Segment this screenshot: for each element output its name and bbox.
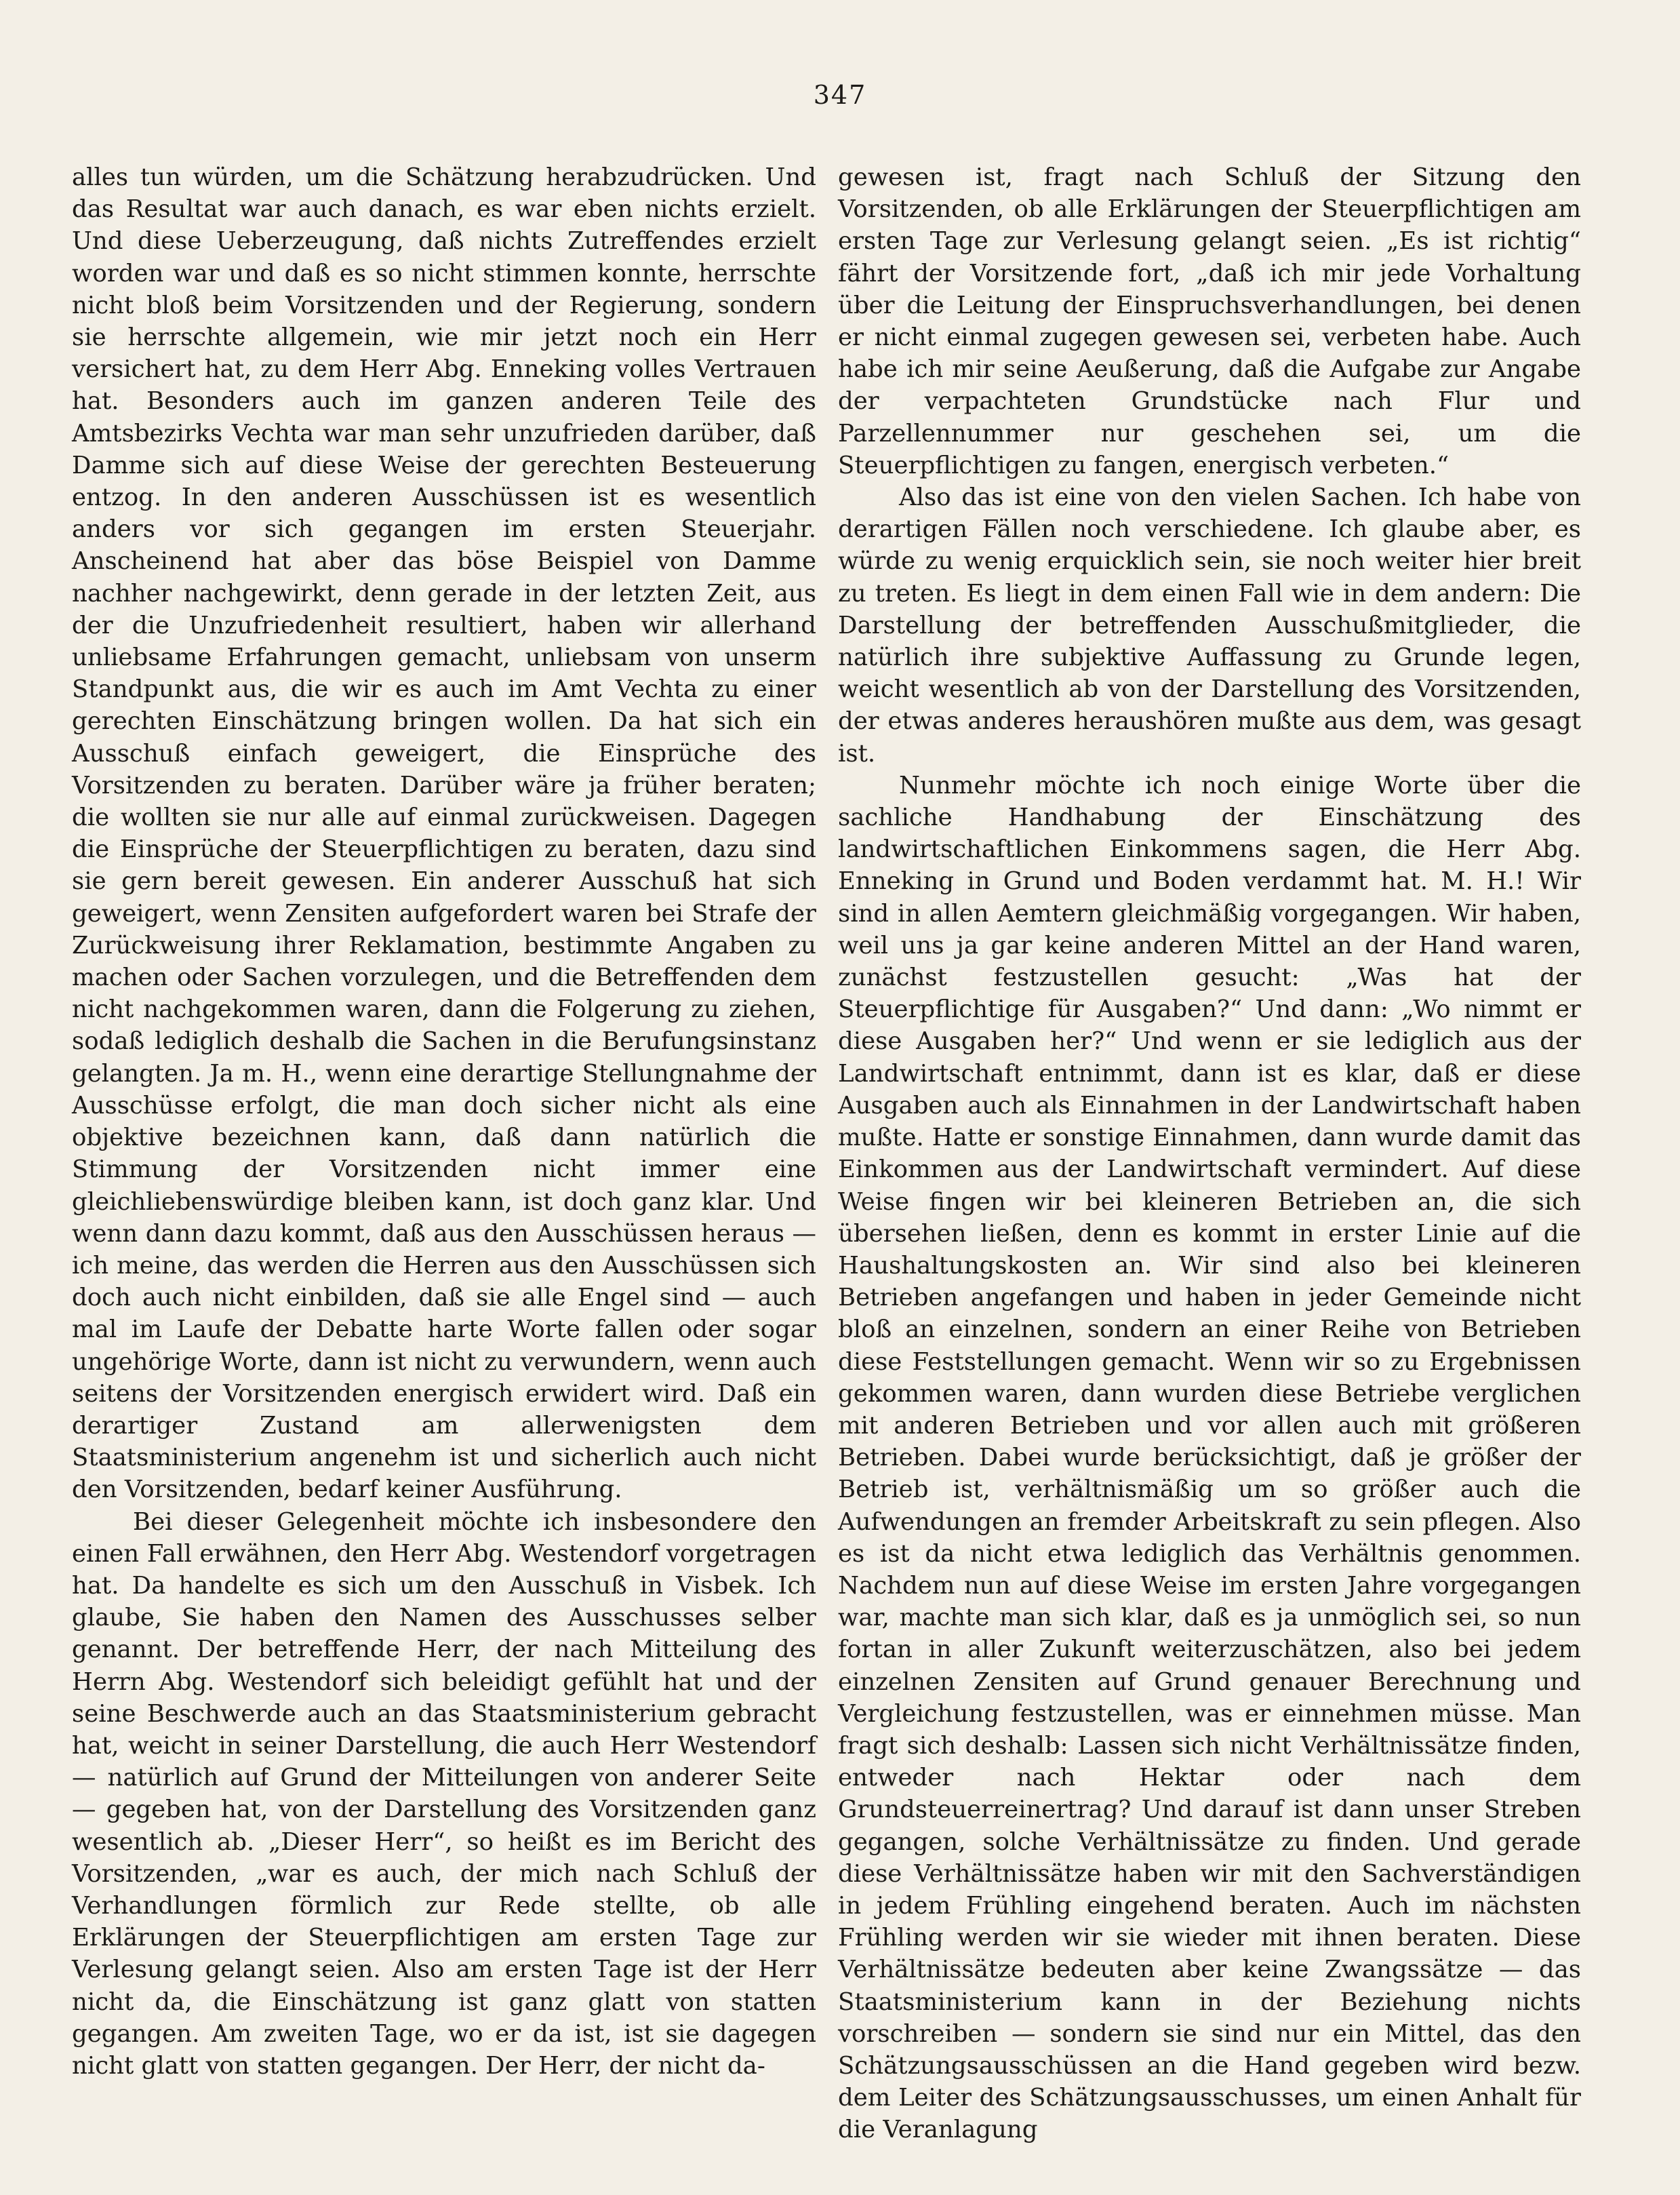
- paragraph: Nunmehr möchte ich noch einige Worte über die sachliche Handhabung der Einschätzung des landwirtschaftlichen Einkommens sagen, die Herr Abg. Enneking in Grund und Boden verdammt hat. M. H.! Wir sind in allen Aemtern gleichmäßig vorgegangen. Wir haben, weil uns ja gar keine anderen Mittel an der Hand waren, zunächst festzustellen gesucht: „Was hat der Steuerpflichtige für Ausgaben?“ Und dann: „Wo nimmt er diese Ausgaben her?“ Und wenn er sie lediglich aus der Landwirtschaft entnimmt, dann ist es klar, daß er diese Ausgaben auch als Einnahmen in der Landwirtschaft haben mußte. Hatte er sonstige Einnahmen, dann wurde damit das Einkommen aus der Landwirtschaft vermindert. Auf diese Weise fingen wir bei kleineren Betrieben an, die sich übersehen ließen, denn es kommt in erster Linie auf die Haushaltungskosten an. Wir sind also bei kleineren Betrieben angefangen und haben in jeder Gemeinde nicht bloß an einzelnen, sondern an einer Reihe von Betrieben diese Feststellungen gemacht. Wenn wir so zu Ergebnissen gekommen waren, dann wurden diese Betriebe verglichen mit anderen Betrieben und vor allen auch mit größeren Betrieben. Dabei wurde berücksichtigt, daß je größer der Betrieb ist, verhältnismäßig um so größer auch die Aufwendungen an fremder Arbeitskraft zu sein pflegen. Also es ist da nicht etwa lediglich das Verhältnis genommen. Nachdem nun auf diese Weise im ersten Jahre vorgegangen war, machte man sich klar, daß es ja unmöglich sei, so nun fortan in aller Zukunft weiterzuschätzen, also bei jedem einzelnen Zensiten auf Grund genauer Berechnung und Vergleichung festzustellen, was er einnehmen müsse. Man fragt sich deshalb: Lassen sich nicht Verhältnissätze finden, entweder nach Hektar oder nach dem Grundsteuerreinertrag? Und darauf ist dann unser Streben gegangen, solche Verhältnissätze zu finden. Und gerade diese Verhältnissätze haben wir mit den Sachverständigen in jedem Frühling eingehend beraten. Auch im nächsten Frühling werden wir sie wieder mit ihnen beraten. Diese Verhältnissätze bedeuten aber keine Zwangssätze — das Staatsministerium kann in der Beziehung nichts vorschreiben — sondern sie sind nur ein Mittel, das den Schätzungsausschüssen an die Hand gegeben wird bezw. dem Leiter des Schätzungsausschusses, um einen Anhalt für die Veranlagung: [838, 771, 1581, 2144]
- left-column: [72, 161, 816, 2082]
- paragraph: alles tun würden, um die Schätzung herabzudrücken. Und das Resultat war auch danach, es war eben nichts erzielt. Und diese Ueberzeugung, daß nichts Zutreffendes erzielt worden war und daß es so nicht stimmen konnte, herrschte nicht bloß beim Vorsitzenden und der Regierung, sondern sie herrschte allgemein, wie mir jetzt noch ein Herr versichert hat, zu dem Herr Abg. Enneking volles Vertrauen hat. Besonders auch im ganzen anderen Teile des Amtsbezirks Vechta war man sehr unzufrieden darüber, daß Damme sich auf diese Weise der gerechten Besteuerung entzog. In den anderen Ausschüssen ist es wesentlich anders vor sich gegangen im ersten Steuerjahr. Anscheinend hat aber das böse Beispiel von Damme nachher nachgewirkt, denn gerade in der letzten Zeit, aus der die Unzufriedenheit resultiert, haben wir allerhand unliebsame Erfahrungen gemacht, unliebsam von unserm Standpunkt aus, die wir es auch im Amt Vechta zu einer gerechten Einschätzung bringen wollen. Da hat sich ein Ausschuß einfach geweigert, die Einsprüche des Vorsitzenden zu beraten. Darüber wäre ja früher beraten; die wollten sie nur alle auf einmal zurückweisen. Dagegen die Einsprüche der Steuerpflichtigen zu beraten, dazu sind sie gern bereit gewesen. Ein anderer Ausschuß hat sich geweigert, wenn Zensiten aufgefordert waren bei Strafe der Zurückweisung ihrer Reklamation, bestimmte Angaben zu machen oder Sachen vorzulegen, und die Betreffenden dem nicht nachgekommen waren, dann die Folgerung zu ziehen, sodaß lediglich deshalb die Sachen in die Berufungsinstanz gelangten. Ja m. H., wenn eine derartige Stellungnahme der Ausschüsse erfolgt, die man doch sicher nicht als eine objektive bezeichnen kann, daß dann natürlich die Stimmung der Vorsitzenden nicht immer eine gleichliebenswürdige bleiben kann, ist doch ganz klar. Und wenn dann dazu kommt, daß aus den Ausschüssen heraus — ich meine, das werden die Herren aus den Ausschüssen sich doch auch nicht einbilden, daß sie alle Engel sind — auch mal im Laufe der Debatte harte Worte fallen oder sogar ungehörige Worte, dann ist nicht zu verwundern, wenn auch seitens der Vorsitzenden energisch erwidert wird. Daß ein derartiger Zustand am allerwenigsten dem Staatsministerium angenehm ist und sicherlich auch nicht den Vorsitzenden, bedarf keiner Ausführung.: [72, 163, 816, 1504]
- right-column: [838, 161, 1581, 2146]
- paragraph: Also das ist eine von den vielen Sachen. Ich habe von derartigen Fällen noch verschiedene. Ich glaube aber, es würde zu wenig erquicklich sein, sie noch weiter hier breit zu treten. Es liegt in dem einen Fall wie in dem andern: Die Darstellung der betreffenden Ausschußmitglieder, die natürlich ihre subjektive Auffassung zu Grunde legen, weicht wesentlich ab von der Darstellung des Vorsitzenden, der etwas anderes heraushören mußte aus dem, was gesagt ist.: [838, 483, 1581, 768]
- paragraph: gewesen ist, fragt nach Schluß der Sitzung den Vorsitzenden, ob alle Erklärungen der Steuerpflichtigen am ersten Tage zur Verlesung gelangt seien. „Es ist richtig“ fährt der Vorsitzende fort, „daß ich mir jede Vorhaltung über die Leitung der Einspruchsverhandlungen, bei denen er nicht einmal zugegen gewesen sei, verbeten habe. Auch habe ich mir seine Aeußerung, daß die Aufgabe zur Angabe der verpachteten Grundstücke nach Flur und Parzellennummer nur geschehen sei, um die Steuerpflichtigen zu fangen, energisch verbeten.“: [838, 163, 1581, 479]
- paragraph: Bei dieser Gelegenheit möchte ich insbesondere den einen Fall erwähnen, den Herr Abg. Westendorf vorgetragen hat. Da handelte es sich um den Ausschuß in Visbek. Ich glaube, Sie haben den Namen des Ausschusses selber genannt. Der betreffende Herr, der nach Mitteilung des Herrn Abg. Westendorf sich beleidigt gefühlt hat und der seine Beschwerde auch an das Staatsministerium gebracht hat, weicht in seiner Darstellung, die auch Herr Westendorf — natürlich auf Grund der Mitteilungen von anderer Seite — gegeben hat, von der Darstellung des Vorsitzenden ganz wesentlich ab. „Dieser Herr“, so heißt es im Bericht des Vorsitzenden, „war es auch, der mich nach Schluß der Verhandlungen förmlich zur Rede stellte, ob alle Erklärungen der Steuerpflichtigen am ersten Tage zur Verlesung gelangt seien. Also am ersten Tage ist der Herr nicht da, die Einschätzung ist ganz glatt von statten gegangen. Am zweiten Tage, wo er da ist, ist sie dagegen nicht glatt von statten gegangen. Der Herr, der nicht da-: [72, 1507, 816, 2080]
- page-number: 347: [813, 80, 867, 110]
